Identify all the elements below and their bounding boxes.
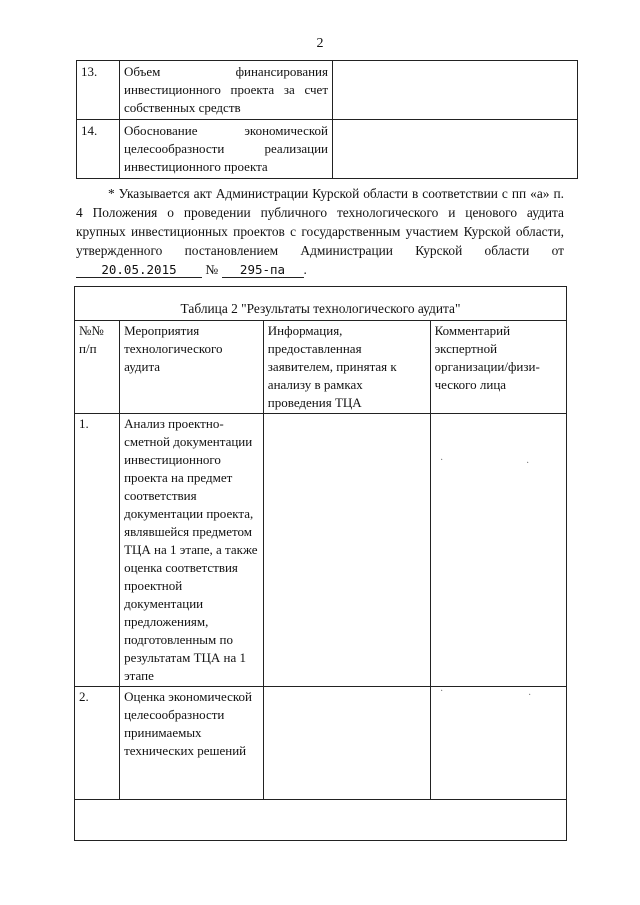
scan-speck: · [440,455,444,466]
act-number: 295-па [222,262,304,278]
row-text: Обоснование экономической целесообразности реализации инвестиционного проекта [120,120,333,179]
row-info [263,687,430,800]
table-header-row [75,321,567,414]
table2-caption: Таблица 2 "Результаты технологического аудита" [180,301,461,316]
row-measures: Анализ проектно-сметной документации инвестиционного проекта на предмет соответствия документации проекта, являвшейся предметом ТЦА на 1 этапе, а также оценка соответствия проектной документации предложениям, подготовленным по результатам ТЦА на 1 этапе [120,414,264,687]
table2 [74,320,567,800]
row-number: 14. [77,120,120,179]
header-num: №№ п/п [75,321,120,414]
scan-speck: · [440,686,444,697]
row-value [333,120,578,179]
scan-speck: · [526,458,530,469]
page-number: 2 [316,36,324,51]
table-row [77,120,578,179]
row-value [333,61,578,120]
footnote [76,184,564,279]
row-number: 2. [75,687,120,800]
row-comment [430,687,566,800]
act-date: 20.05.2015 [76,262,202,278]
header-info: Информация, предоставленная заявителем, принятая к анализу в рамках проведения ТЦА [263,321,430,414]
row-number: 13. [77,61,120,120]
row-comment [430,414,566,687]
row-number: 1. [75,414,120,687]
row-measures: Оценка экономической целесообразности принимаемых технических решений [120,687,264,800]
footnote-text: * Указывается акт Администрации Курской области в соответствии с пп «а» п. 4 Положения о проведении публичного технологического и ценового аудита крупных инвестиционных проектов с государственным участием Курской области, утвержденного постановлением Администрации Курской области от [76,186,564,258]
header-comment: Комментарий экспертной организации/физи-ческого лица [430,321,566,414]
number-sign: № [205,262,219,277]
top-table [76,60,578,179]
row-info [263,414,430,687]
scan-speck: · [528,690,532,701]
table-row [75,687,567,800]
row-text: Объем финансирования инвестиционного проекта за счет собственных средств [120,61,333,120]
table-row [75,414,567,687]
header-measures: Мероприятия технологического аудита [120,321,264,414]
footnote-end: . [303,262,307,277]
table-row [77,61,578,120]
